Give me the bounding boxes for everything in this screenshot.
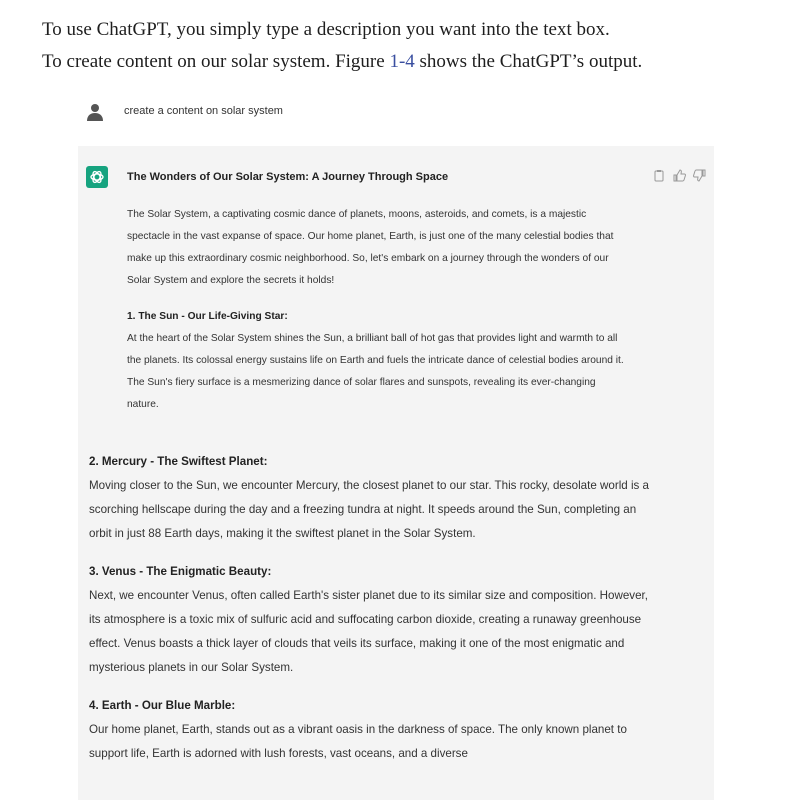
clipboard-icon[interactable]	[652, 168, 666, 182]
thumbs-down-icon[interactable]	[692, 168, 706, 182]
section-body-earth: Our home planet, Earth, stands out as a vibrant oasis in the darkness of space. The only known planet to support life, Earth is adorned with lush forests, vast oceans, and a diverse	[89, 723, 627, 760]
user-avatar-icon	[84, 100, 106, 122]
section-heading-mercury: 2. Mercury - The Swiftest Planet:	[89, 455, 268, 468]
section-heading-sun: 1. The Sun - Our Life-Giving Star:	[127, 311, 288, 322]
book-line-2	[42, 46, 782, 78]
book-line-2-end: shows the ChatGPT’s output.	[414, 51, 643, 72]
assistant-response-panel	[78, 146, 714, 434]
section-heading-earth: 4. Earth - Our Blue Marble:	[89, 699, 236, 712]
book-line-cut	[42, 0, 782, 14]
book-paragraph	[42, 0, 782, 78]
book-line-2-start: To create content on our solar system. Figure	[42, 51, 390, 72]
response-body-continued	[89, 450, 649, 766]
response-intro: The Solar System, a captivating cosmic dance of planets, moons, asteroids, and comets, is a majestic spectacle in the vast expanse of space. Our home planet, Earth, is just one of the many celestial bodies that make up this extraordinary cosmic neighborhood. So, let's embark on a journey through the wonders of our Solar System and explore the secrets it holds!	[127, 209, 614, 286]
thumbs-up-icon[interactable]	[672, 168, 686, 182]
feedback-controls	[652, 168, 706, 182]
section-body-venus: Next, we encounter Venus, often called Earth's sister planet due to its similar size and composition. However, its atmosphere is a toxic mix of sulfuric acid and suffocating carbon dioxide, creating a runaway greenhouse effect. Venus boasts a thick layer of clouds that veils its surface, making it one of the most enigmatic and mysterious planets in our Solar System.	[89, 589, 648, 674]
section-heading-venus: 3. Venus - The Enigmatic Beauty:	[89, 565, 272, 578]
user-message-row	[84, 96, 714, 126]
section-body-sun: At the heart of the Solar System shines the Sun, a brilliant ball of hot gas that provides light and warmth to all the planets. Its colossal energy sustains life on Earth and fuels the intricate dance of celestial bodies around it. The Sun's fiery surface is a mesmerizing dance of solar flares and sunspots, revealing its ever-changing nature.	[127, 333, 624, 410]
section-body-mercury: Moving closer to the Sun, we encounter Mercury, the closest planet to our star. This rocky, desolate world is a scorching hellscape during the day and a freezing tundra at night. It speeds around the Sun, completing an orbit in just 88 Earth days, making it the swiftest planet in the Solar System.	[89, 479, 649, 540]
response-body	[127, 204, 627, 416]
assistant-response-continued	[78, 434, 714, 800]
figure-reference-link[interactable]: 1-4	[389, 51, 415, 72]
response-title: The Wonders of Our Solar System: A Journey Through Space	[127, 171, 449, 183]
user-prompt-text: create a content on solar system	[124, 105, 283, 117]
book-line-1: To use ChatGPT, you simply type a description you want into the text box.	[42, 19, 610, 40]
openai-logo-icon	[86, 166, 108, 188]
